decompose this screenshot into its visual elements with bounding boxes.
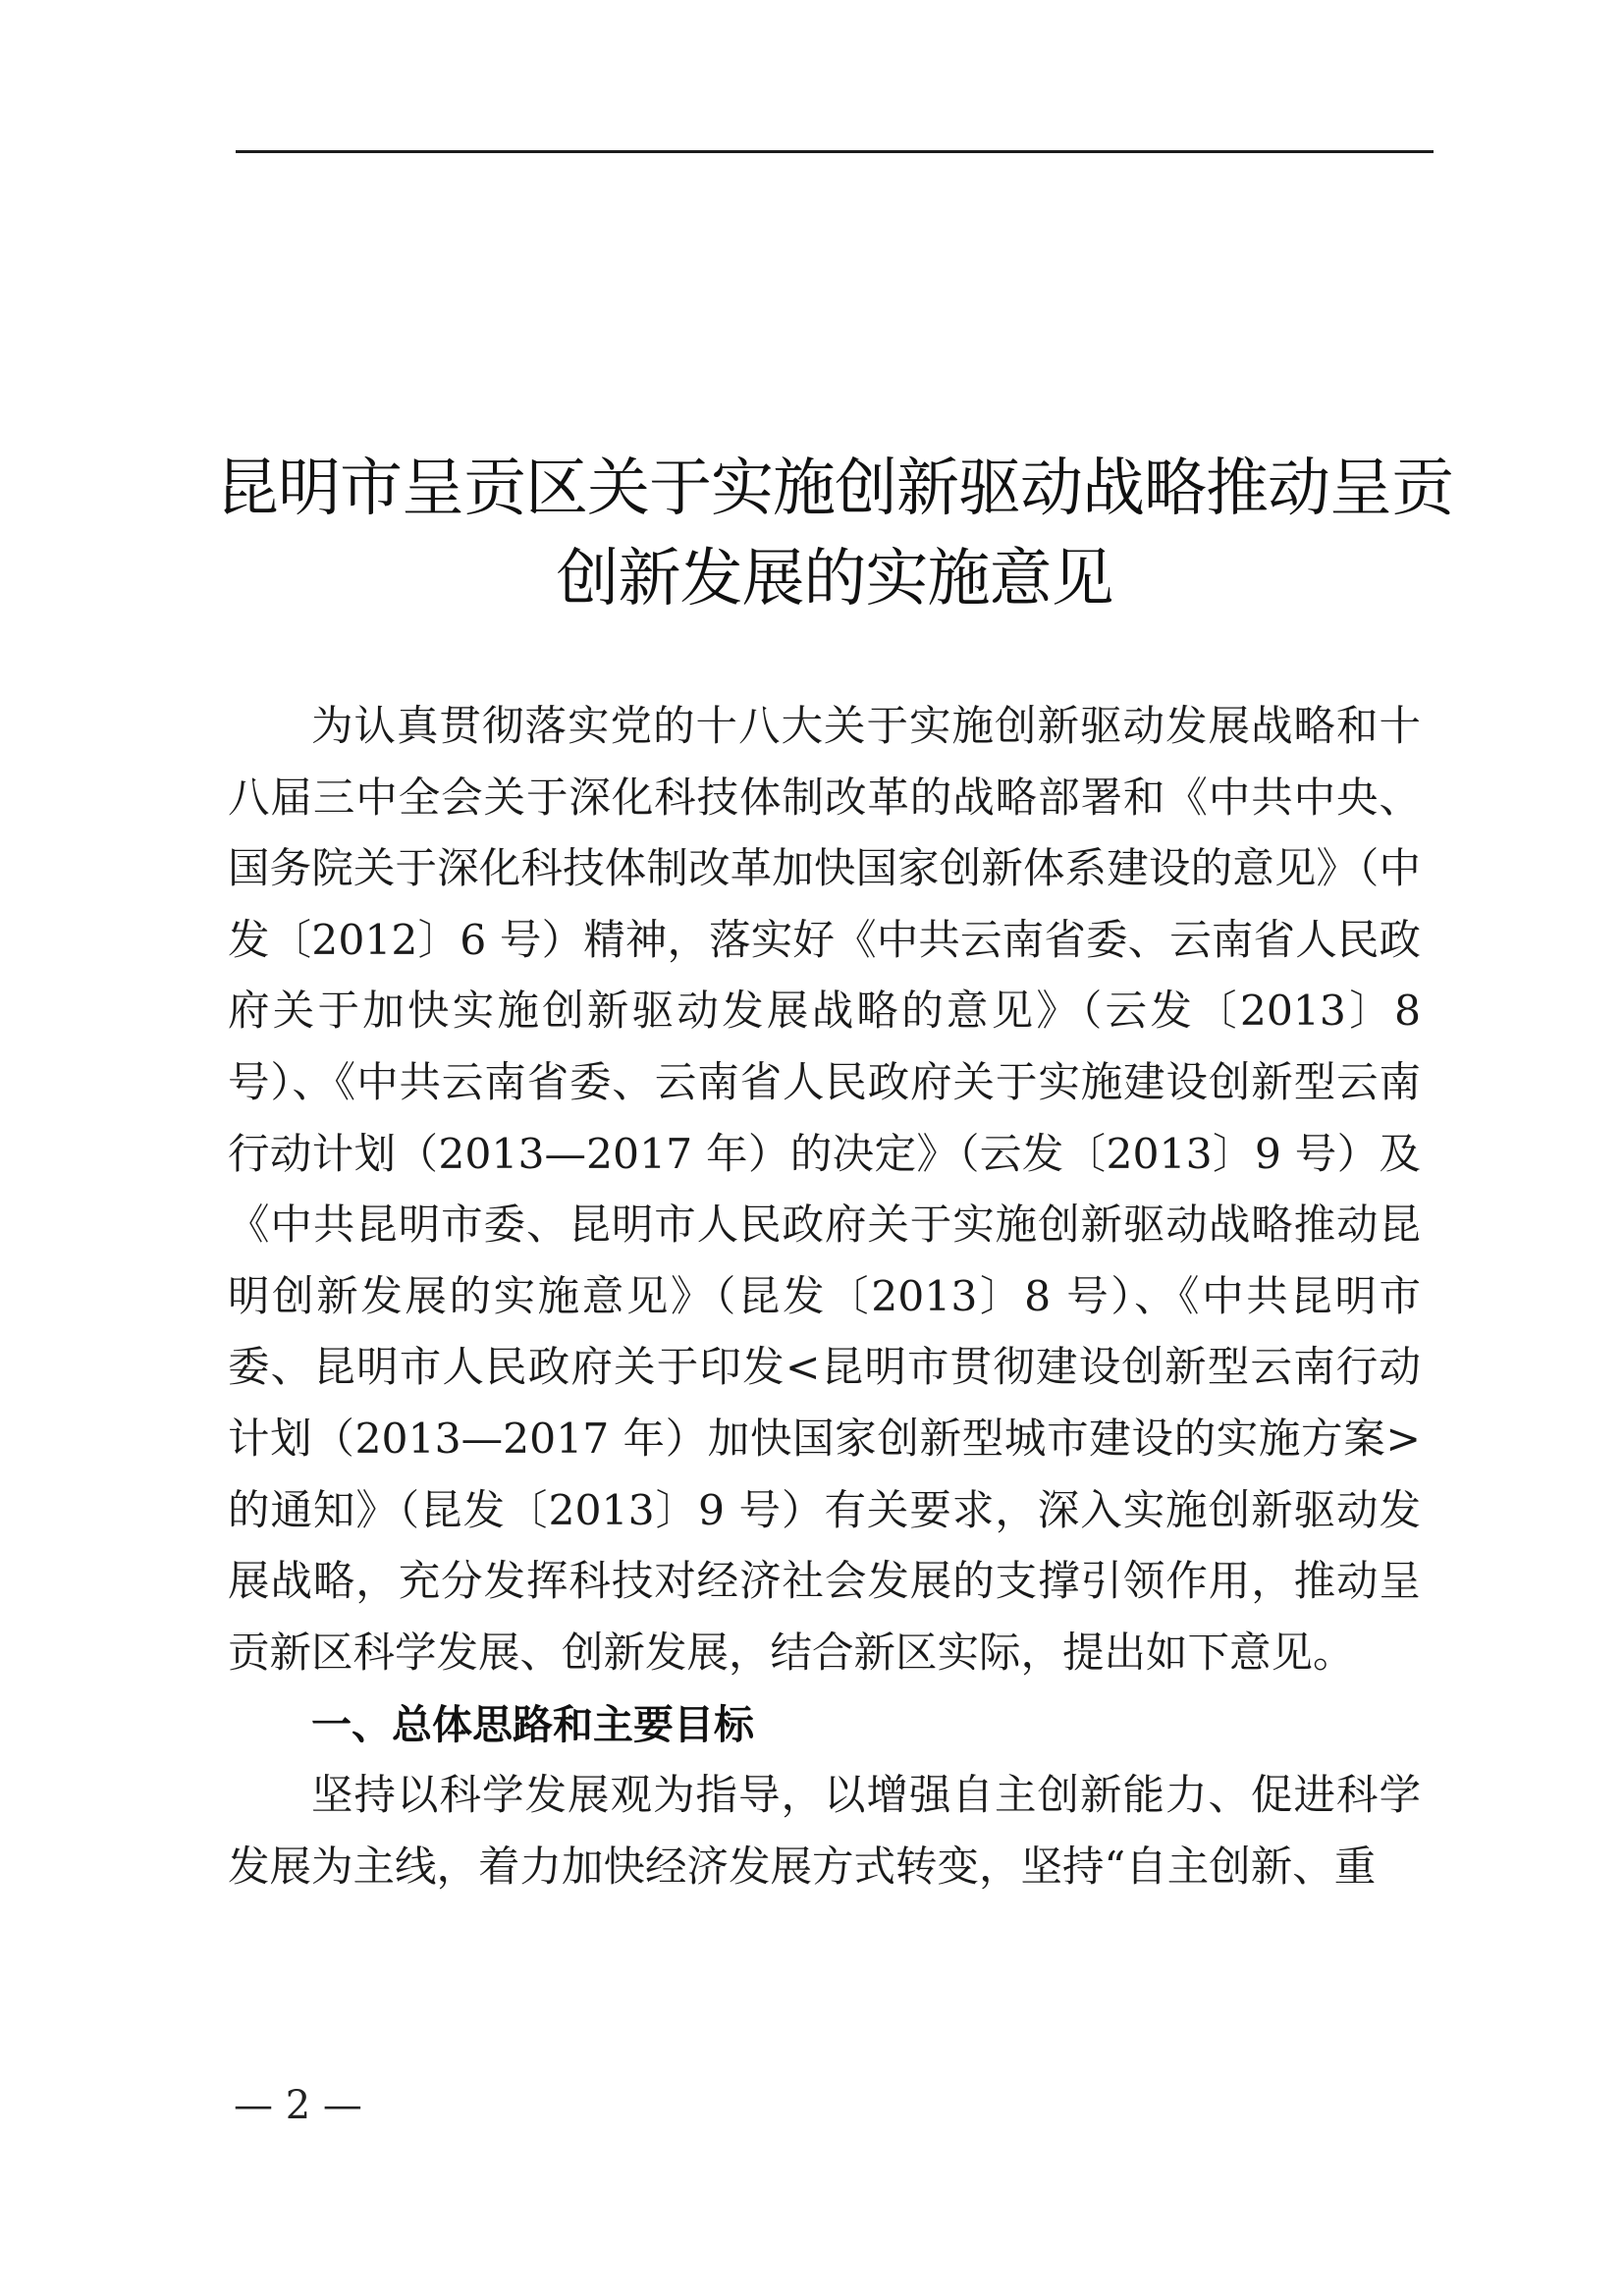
intro-paragraph: 为认真贯彻落实党的十八大关于实施创新驱动发展战略和十八届三中全会关于深化科技体制改革的战略部署和《中共中央、国务院关于深化科技体制改革加快国家创新体系建设的意见》（中发〔2012〕6 号）精神，落实好《中共云南省委、云南省人民政府关于加快实施创新驱动发展战略的意见》（云发〔2013〕8 号）、《中共云南省委、云南省人民政府关于实施建设创新型云南行动计划（2013—2017 年）的决定》（云发〔2013〕9 号）及《中共昆明市委、昆明市人民政府关于实施创新驱动战略推动昆明创新发展的实施意见》（昆发〔2013〕8 号）、《中共昆明市委、昆明市人民政府关于印发<昆明市贯彻建设创新型云南行动计划（2013—2017 年）加快国家创新型城市建设的实施方案>的通知》（昆发〔2013〕9 号）有关要求，深入实施创新驱动发展战略，充分发挥科技对经济社会发展的支撑引领作用，推动呈贡新区科学发展、创新发展，结合新区实际，提出如下意见。	[228, 703, 1421, 1678]
page-number: — 2 —	[234, 2083, 362, 2128]
document-title	[216, 444, 1453, 624]
title-line-2: 创新发展的实施意见	[556, 543, 1113, 615]
header-rule	[236, 150, 1434, 153]
section-1-paragraph: 坚持以科学发展观为指导，以增强自主创新能力、促进科学发展为主线，着力加快经济发展方式转变，坚持“自主创新、重	[228, 1771, 1421, 1892]
document-body	[228, 692, 1421, 1903]
title-line-1: 昆明市呈贡区关于实施创新驱动战略推动呈贡	[216, 453, 1453, 525]
section-heading-1: 一、总体思路和主要目标	[311, 1701, 754, 1749]
